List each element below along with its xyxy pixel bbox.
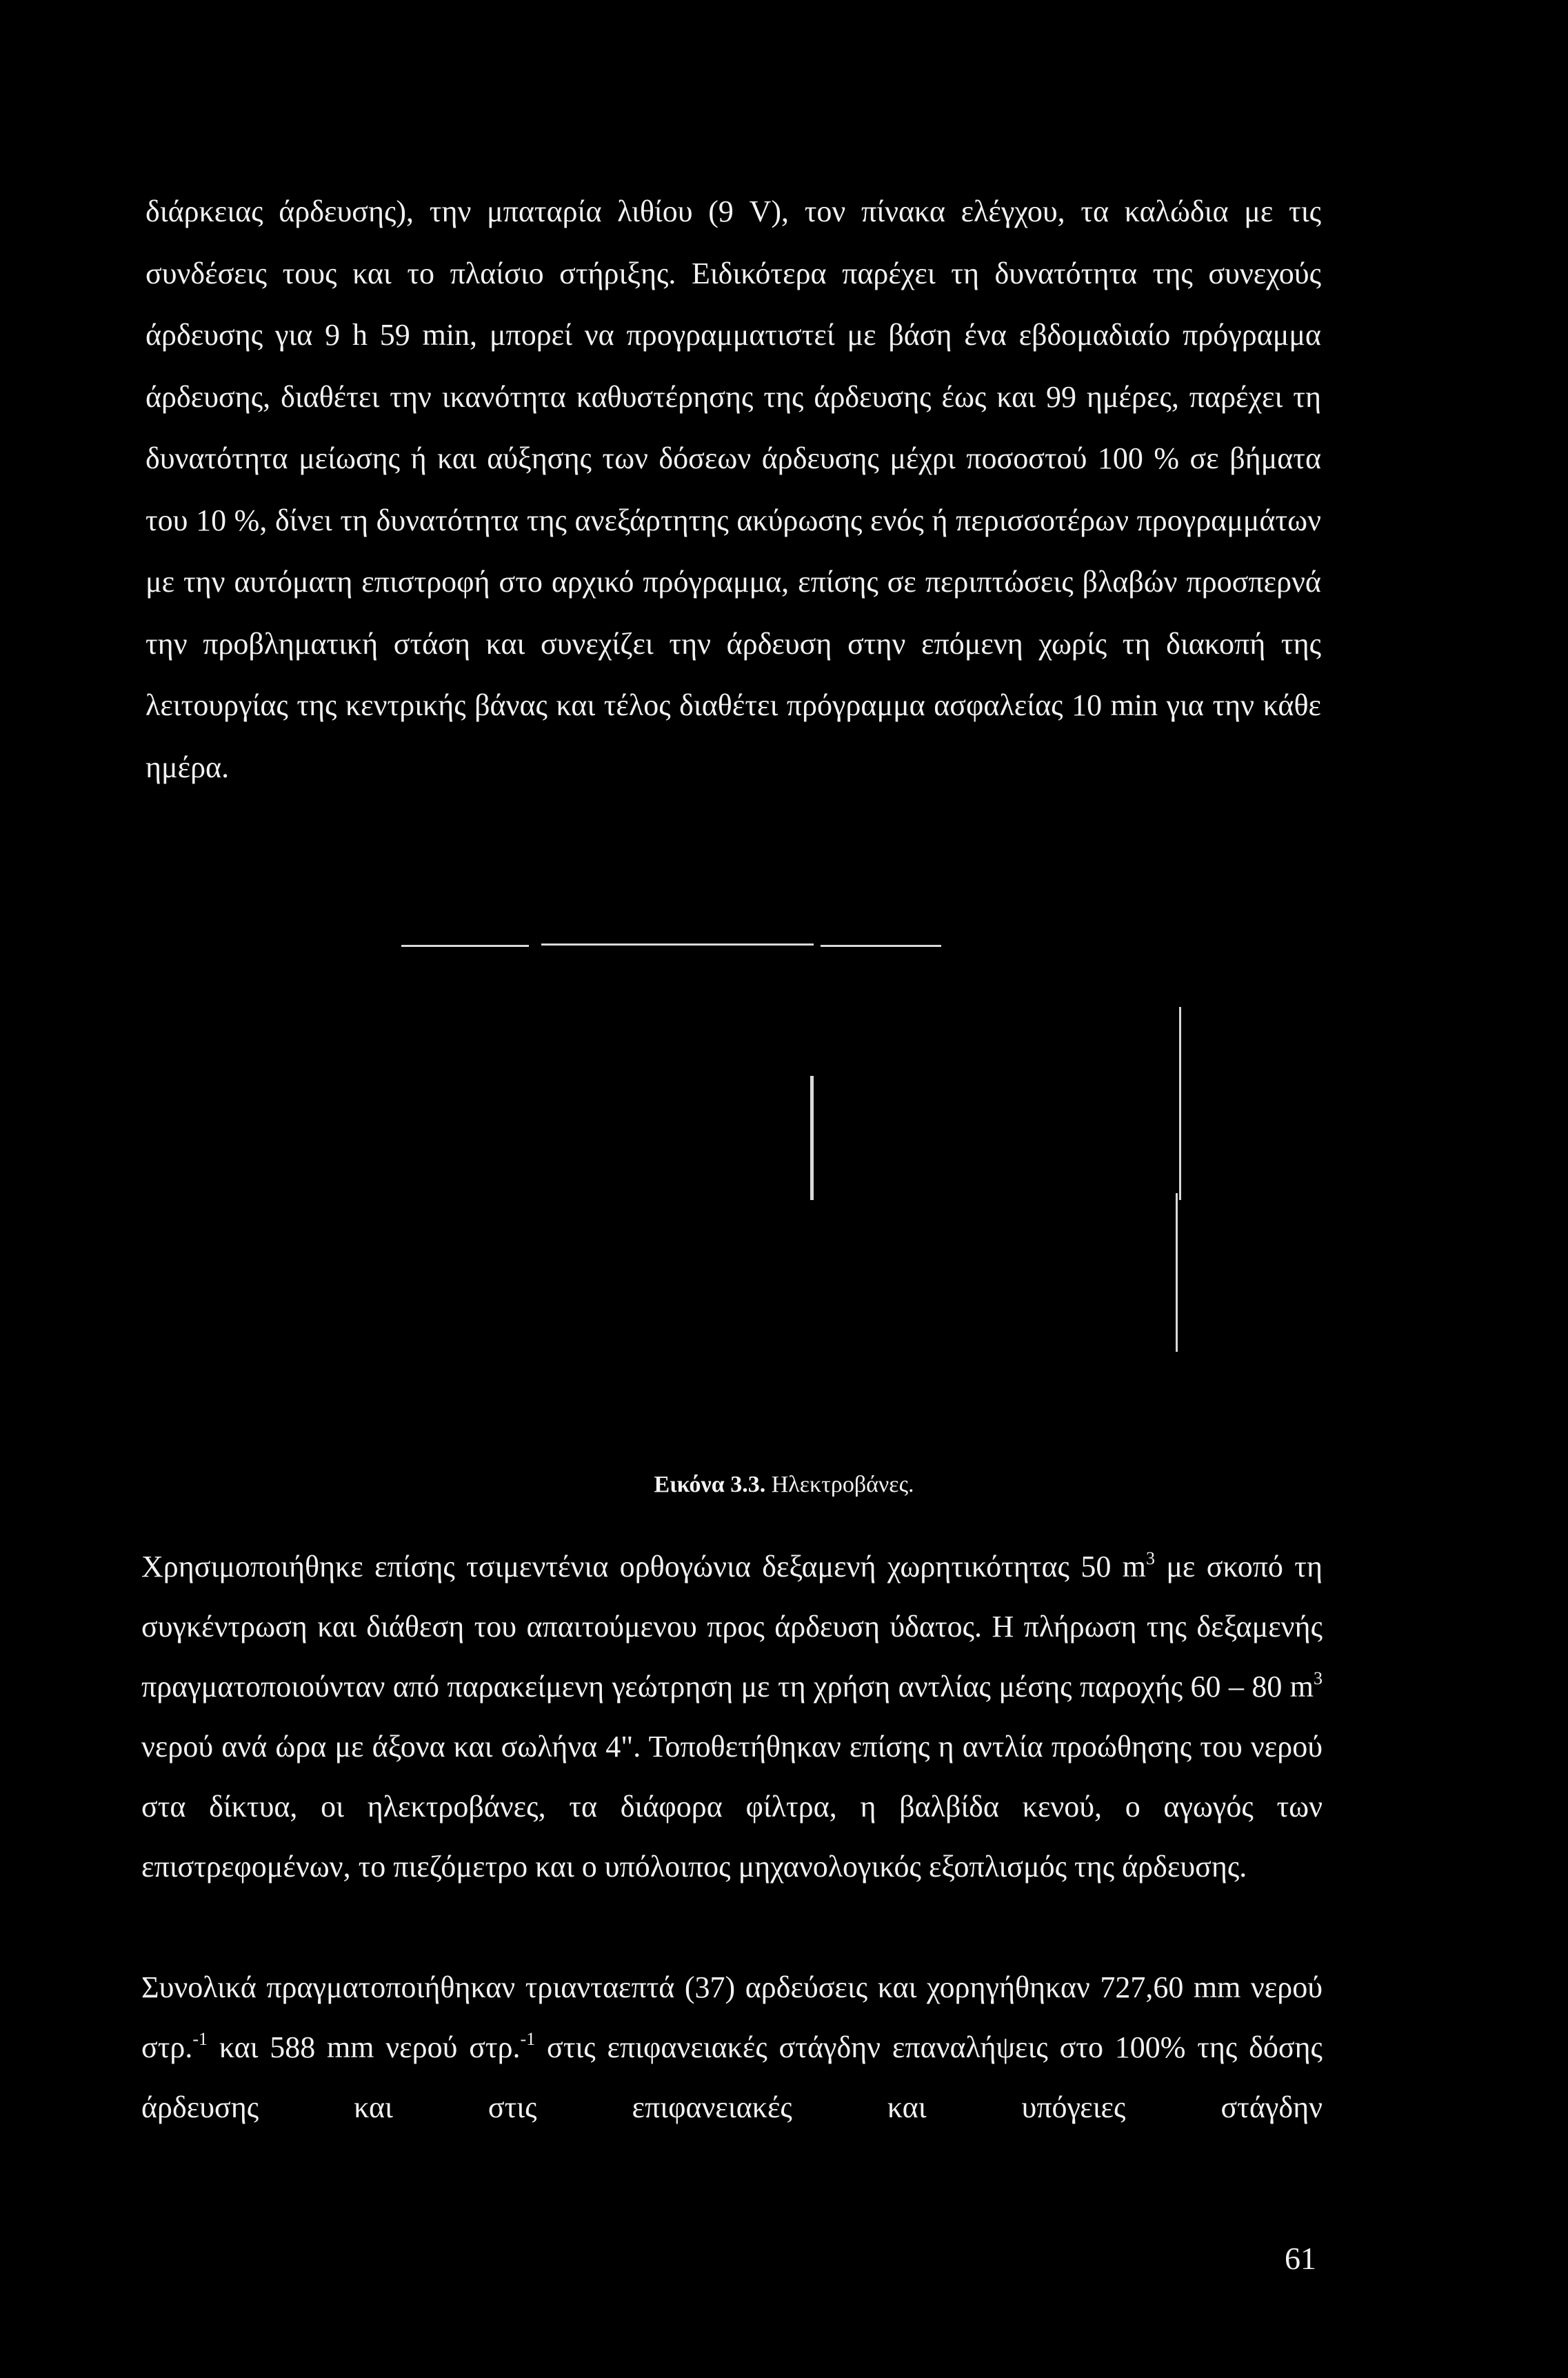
cubic-superscript-2: 3 — [1314, 1668, 1323, 1688]
inverse-superscript-2: -1 — [520, 2029, 536, 2049]
figure-top-edge-segment-1 — [401, 945, 529, 947]
paragraph-3-part-2: και 588 mm νερού στρ. — [208, 2030, 521, 2064]
figure-caption-text: Ηλεκτροβάνες. — [771, 1472, 914, 1497]
paragraph-2 — [141, 1537, 1323, 1897]
paragraph-3-part-3: στις επιφανειακές στάγδην επαναλήψεις στο 100% της δόσης άρδευσης και στις επιφανειακές και υπόγειες στάγδην — [141, 2030, 1323, 2124]
figure-electrovalves-image — [386, 917, 1200, 1386]
figure-caption-label: Εικόνα 3.3. — [654, 1472, 766, 1497]
paragraph-2-part-2: με σκοπό τη συγκέντρωση και διάθεση του απαιτούμενου προς άρδευση ύδατος. Η πλήρωση της δεξαμενής πραγματοποιούνταν από παρακείμενη γεώτρηση με τη χρήση αντλίας μέσης παροχής 60 – 80 m — [141, 1550, 1323, 1703]
paragraph-3-part-1: Συνολικά πραγματοποιήθηκαν τριανταεπτά (37) αρδεύσεις και χορηγήθηκαν 727,60 mm νερού στρ. — [141, 1970, 1323, 2064]
inverse-superscript-1: -1 — [192, 2029, 208, 2049]
paragraph-3 — [141, 1957, 1323, 2137]
figure-caption — [0, 1468, 1568, 1502]
figure-top-edge-segment-2 — [541, 943, 814, 946]
figure-pipe-right-upper — [1179, 1007, 1181, 1200]
page-number: 61 — [1285, 2241, 1316, 2276]
figure-pipe-right-lower — [1176, 1193, 1178, 1352]
paragraph-1: διάρκειας άρδευσης), την μπαταρία λιθίου (9 V), τον πίνακα ελέγχου, τα καλώδια με τις συνδέσεις τους και το πλαίσιο στήριξης. Ειδικότερα παρέχει τη δυνατότητα της συνεχούς άρδευσης για 9 h 59 min, μπορεί να προγραμματιστεί με βάση ένα εβδομαδιαίο πρόγραμμα άρδευσης, διαθέτει την ικανότητα καθυστέρησης της άρδευσης έως και 99 ημέρες, παρέχει τη δυνατότητα μείωσης ή και αύξησης των δόσεων άρδευσης μέχρι ποσοστού 100 % σε βήματα του 10 %, δίνει τη δυνατότητα της ανεξάρτητης ακύρωσης ενός ή περισσοτέρων προγραμμάτων με την αυτόματη επιστροφή στο αρχικό πρόγραμμα, επίσης σε περιπτώσεις βλαβών προσπερνά την προβληματική στάση και συνεχίζει την άρδευση στην επόμενη χωρίς τη διακοπή της λειτουργίας της κεντρικής βάνας και τέλος διαθέτει πρόγραμμα ασφαλείας 10 min για την κάθε ημέρα. — [145, 194, 1321, 784]
paragraph-2-part-1: Χρησιμοποιήθηκε επίσης τσιμεντένια ορθογώνια δεξαμενή χωρητικότητας 50 m — [141, 1550, 1146, 1583]
cubic-superscript-1: 3 — [1145, 1548, 1155, 1568]
paragraph-2-part-3: νερού ανά ώρα με άξονα και σωλήνα 4". Τοποθετήθηκαν επίσης η αντλία προώθησης του νερού στα δίκτυα, οι ηλεκτροβάνες, τα διάφορα φίλτρα, η βαλβίδα κενού, ο αγωγός των επιστρεφομένων, το πιεζόμετρο και ο υπόλοιπος μηχανολογικός εξοπλισμός της άρδευσης. — [141, 1730, 1323, 1884]
figure-top-edge-segment-3 — [821, 945, 941, 947]
figure-pipe-left — [810, 1076, 814, 1200]
